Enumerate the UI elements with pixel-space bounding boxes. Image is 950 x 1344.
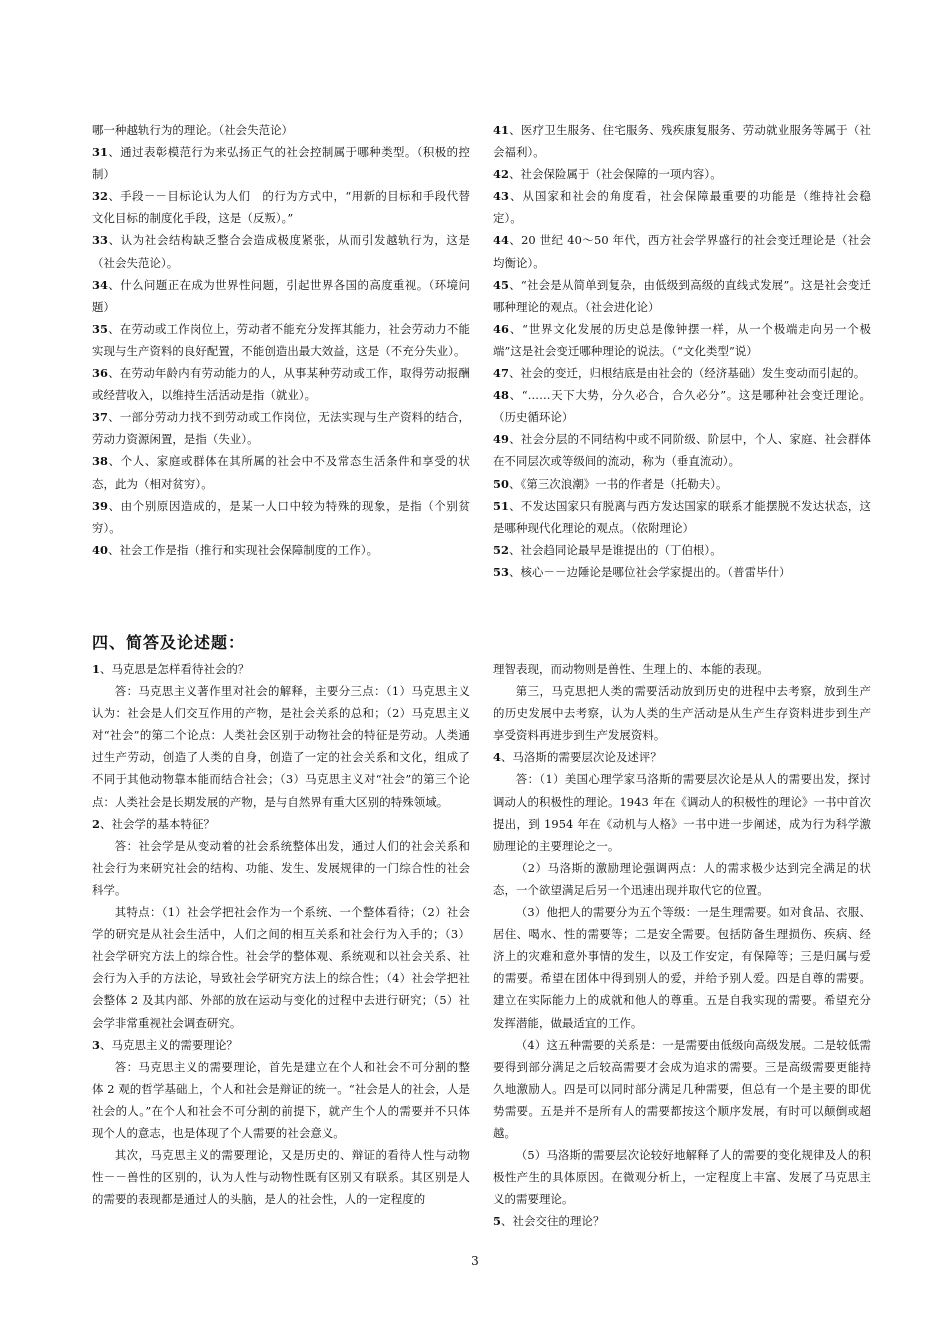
top-right-column xyxy=(493,119,871,583)
section-heading: 四、简答及论述题： xyxy=(92,633,246,652)
paragraph xyxy=(92,119,470,141)
paragraph xyxy=(92,1056,470,1144)
paragraph xyxy=(493,318,871,362)
paragraph xyxy=(92,1144,470,1210)
item-number: 38 xyxy=(92,454,109,469)
paragraph xyxy=(493,185,871,229)
item-text: 、20 世纪 40～50 年代，西方社会学界盛行的社会变迁理论是（社会均衡论）。 xyxy=(493,233,871,270)
item-number: 5 xyxy=(493,1214,502,1229)
item-number: 1 xyxy=(92,662,101,676)
item-number: 36 xyxy=(92,366,109,381)
item-number: 44 xyxy=(493,233,510,248)
item-text: 答：马克思主义著作里对社会的解释，主要分三点：（1）马克思主义认为：社会是人们交互作用的产物，是社会关系的总和；（2）马克思主义对“社会”的第二个论点：人类社会区别于动物社会的特征是劳动。人类通过生产劳动，创造了人类的自身，创造了一定的社会关系和文化，组成了不同于其他动物靠本能而结合社会；（3）马克思主义对“社会”的第三个论点：人类社会是长期发展的产物，是与自然界有重大区别的特殊领域。 xyxy=(92,684,470,809)
paragraph xyxy=(92,495,470,539)
paragraph xyxy=(92,450,470,494)
item-text: 、社会交往的理论？ xyxy=(501,1214,605,1229)
item-number: 53 xyxy=(493,564,510,579)
item-text: 、由个别原因造成的，是某一人口中较为特殊的现象，是指（个别贫穷）。 xyxy=(92,498,470,535)
item-number: 50 xyxy=(493,476,510,491)
paragraph xyxy=(493,274,871,318)
item-text: 、马克思是怎样看待社会的？ xyxy=(100,662,250,676)
paragraph xyxy=(493,539,871,561)
item-number: 32 xyxy=(92,189,109,204)
item-number: 47 xyxy=(493,366,510,381)
item-text: 理智表现，而动物则是兽性、生理上的、本能的表现。 xyxy=(493,662,769,676)
item-text: （2）马洛斯的激励理论强调两点：人的需求极少达到完全满足的状态，一个欲望满足后另一个迅速出现并取代它的位置。 xyxy=(493,860,871,897)
paragraph xyxy=(92,658,470,680)
item-text: 、“社会是从简单到复杂，由低级到高级的直线式发展”。这是社会变迁哪种理论的观点。（社会进化论） xyxy=(493,277,871,314)
paragraph xyxy=(493,746,871,768)
item-number: 34 xyxy=(92,277,109,292)
paragraph xyxy=(92,318,470,362)
item-text: 、从国家和社会的角度看，社会保障最重要的功能是（维持社会稳定）。 xyxy=(493,189,871,226)
item-text: 、认为社会结构缺乏整合会造成极度紧张，从而引发越轨行为，这是（社会失范论）。 xyxy=(92,233,470,270)
item-text: 、医疗卫生服务、住宅服务、残疾康复服务、劳动就业服务等属于（社会福利）。 xyxy=(493,123,871,160)
paragraph xyxy=(92,813,470,835)
item-number: 40 xyxy=(92,542,109,557)
item-text: （3）他把人的需要分为五个等级：一是生理需要。如对食品、衣服、居住、喝水、性的需要等；二是安全需要。包括防备生理损伤、疾病、经济上的灾难和意外事情的发生，以及工作安定，有保障等；三是归属与爱的需要。希望在团体中得到别人的爱，并给予别人爱。四是自尊的需要。建立在实际能力上的成就和他人的尊重。五是自我实现的需要。希望充分发挥潜能，做最适宜的工作。 xyxy=(493,905,871,1030)
item-number: 45 xyxy=(493,277,510,292)
paragraph xyxy=(493,1034,871,1144)
item-number: 31 xyxy=(92,145,109,160)
item-number: 49 xyxy=(493,432,510,447)
item-number: 48 xyxy=(493,388,510,403)
item-number: 37 xyxy=(92,410,109,425)
paragraph xyxy=(493,680,871,746)
paragraph xyxy=(92,229,470,273)
paragraph xyxy=(493,495,871,539)
paragraph xyxy=(493,229,871,273)
bottom-left-column xyxy=(92,658,470,1210)
item-text: 、核心－－边陲论是哪位社会学家提出的。（普雷毕什） xyxy=(509,564,791,579)
paragraph xyxy=(493,658,871,680)
paragraph xyxy=(92,406,470,450)
paragraph xyxy=(493,384,871,428)
item-number: 35 xyxy=(92,321,109,336)
item-number: 3 xyxy=(92,1037,101,1052)
paragraph xyxy=(92,362,470,406)
page-number: 3 xyxy=(471,1254,479,1268)
paragraph xyxy=(92,141,470,185)
paragraph xyxy=(92,1034,470,1056)
item-number: 39 xyxy=(92,498,109,513)
paragraph xyxy=(92,274,470,318)
bottom-right-column xyxy=(493,658,871,1232)
paragraph xyxy=(493,1210,871,1232)
item-text: 、社会趋同论最早是谁提出的（丁伯根）。 xyxy=(509,542,722,557)
item-text: 、个人、家庭或群体在其所属的社会中不及常态生活条件和享受的状态，此为（相对贫穷）。 xyxy=(92,454,470,491)
item-number: 2 xyxy=(92,816,101,831)
paragraph xyxy=(493,1144,871,1210)
paragraph xyxy=(92,539,470,561)
item-text: 、什么问题正在成为世界性问题，引起世界各国的高度重视。（环境问题） xyxy=(92,277,470,314)
item-text: （5）马洛斯的需要层次论较好地解释了人的需要的变化规律及人的积极性产生的具体原因。在微观分析上，一定程度上丰富、发展了马克思主义的需要理论。 xyxy=(493,1148,871,1207)
paragraph xyxy=(493,163,871,185)
paragraph xyxy=(92,835,470,901)
item-text: 其特点：（1）社会学把社会作为一个系统、一个整体看待；（2）社会学的研究是从社会生活中，人们之间的相互关系和社会行为入手的；（3）社会学研究方法上的综合性。社会学的整体观、系统观和以社会关系、社会行为入手的方法论，导致社会学研究方法上的综合性；（4）社会学把社会整体 2 及其内部、外部的放在运动与变化的过程中去进行研究；（5）社会学非常重视社会调查研究。 xyxy=(92,905,470,1030)
item-text: 、通过表彰模范行为来弘扬正气的社会控制属于哪种类型。（积极的控制） xyxy=(92,145,470,182)
item-text: 、不发达国家只有脱离与西方发达国家的联系才能摆脱不发达状态，这是哪种现代化理论的观点。（依附理论） xyxy=(493,498,871,535)
top-left-column xyxy=(92,119,470,561)
paragraph xyxy=(92,901,470,1034)
item-text: 、“……天下大势，分久必合，合久必分”。这是哪种社会变迁理论。（历史循环论） xyxy=(493,388,871,425)
paragraph xyxy=(493,768,871,856)
item-number: 51 xyxy=(493,498,510,513)
item-number: 33 xyxy=(92,233,109,248)
item-text: 哪一种越轨行为的理论。（社会失范论） xyxy=(92,123,294,137)
paragraph xyxy=(493,473,871,495)
item-text: 、在劳动年龄内有劳动能力的人，从事某种劳动或工作，取得劳动报酬或经营收入，以维持生活活动是指（就业）。 xyxy=(92,366,470,403)
item-text: 、“世界文化发展的历史总是像钟摆一样，从一个极端走向另一个极端”这是社会变迁哪种理论的说法。（“文化类型”说） xyxy=(493,321,871,358)
paragraph xyxy=(493,362,871,384)
item-text: 、马克思主义的需要理论？ xyxy=(100,1037,238,1052)
item-text: 、《第三次浪潮》一书的作者是（托勒夫）。 xyxy=(509,476,728,491)
item-text: 答：马克思主义的需要理论，首先是建立在个人和社会不可分割的整体 2 观的哲学基础上，个人和社会是辩证的统一。“社会是人的社会，人是社会的人。”在个人和社会不可分割的前提下，就产生个人的需要并不只体现个人的意志，也是体现了个人需要的社会意义。 xyxy=(92,1059,470,1140)
paragraph xyxy=(493,857,871,901)
item-text: 、社会学的基本特征？ xyxy=(100,816,215,831)
item-text: 、社会分层的不同结构中或不同阶级、阶层中，个人、家庭、社会群体在不同层次或等级间的流动，称为（垂直流动）。 xyxy=(493,432,871,469)
item-number: 42 xyxy=(493,167,510,182)
item-number: 43 xyxy=(493,189,510,204)
item-number: 52 xyxy=(493,542,510,557)
item-text: 第三，马克思把人类的需要活动放到历史的进程中去考察，放到生产的历史发展中去考察，认为人类的生产活动是从生产生存资料进步到生产享受资料再进步到生产发展资料。 xyxy=(493,684,871,743)
item-text: （4）这五种需要的关系是：一是需要由低级向高级发展。二是较低需要得到部分满足之后较高需要才会成为追求的需要。三是高级需要更能持久地激励人。四是可以同时部分满足几种需要，但总有一个是主要的即优势需要。五是并不是所有人的需要都按这个顺序发展，有时可以颠倒或超越。 xyxy=(493,1037,871,1140)
item-text: 、社会保险属于（社会保障的一项内容）。 xyxy=(509,167,722,182)
item-text: 答：社会学是从变动着的社会系统整体出发，通过人们的社会关系和社会行为来研究社会的结构、功能、发生、发展规律的一门综合性的社会科学。 xyxy=(92,838,470,897)
paragraph xyxy=(493,561,871,583)
item-number: 46 xyxy=(493,321,510,336)
item-text: 、社会工作是指（推行和实现社会保障制度的工作）。 xyxy=(108,542,379,557)
item-number: 41 xyxy=(493,123,510,137)
paragraph xyxy=(493,901,871,1034)
item-text: 、一部分劳动力找不到劳动或工作岗位，无法实现与生产资料的结合，劳动力资源闲置，是指（失业）。 xyxy=(92,410,470,447)
paragraph xyxy=(92,185,470,229)
item-text: 答：（1）美国心理学家马洛斯的需要层次论是从人的需要出发，探讨调动人的积极性的理论。1943 年在《调动人的积极性的理论》一书中首次提出，到 1954 年在《动机与人格》一书中进一步阐述，成为行为科学激励理论的主要理论之一。 xyxy=(493,772,871,853)
item-text: 其次，马克思主义的需要理论，又是历史的、辩证的看待人性与动物性－－兽性的区别的，认为人性与动物性既有区别又有联系。其区别是人的需要的表现都是通过人的头脑，是人的社会性，人的一定程度的 xyxy=(92,1148,470,1207)
paragraph xyxy=(493,119,871,163)
paragraph xyxy=(92,680,470,813)
item-number: 4 xyxy=(493,750,502,765)
paragraph xyxy=(493,428,871,472)
item-text: 、马洛斯的需要层次论及述评？ xyxy=(501,750,662,765)
item-text: 、手段－－目标论认为人们 的行为方式中，“用新的目标和手段代替文化目标的制度化手段，这是（反叛）。” xyxy=(92,189,470,226)
item-text: 、在劳动或工作岗位上，劳动者不能充分发挥其能力，社会劳动力不能实现与生产资料的良好配置，不能创造出最大效益，这是（不充分失业）。 xyxy=(92,321,470,358)
item-text: 、社会的变迁，归根结底是由社会的（经济基础）发生变动而引起的。 xyxy=(509,366,866,381)
